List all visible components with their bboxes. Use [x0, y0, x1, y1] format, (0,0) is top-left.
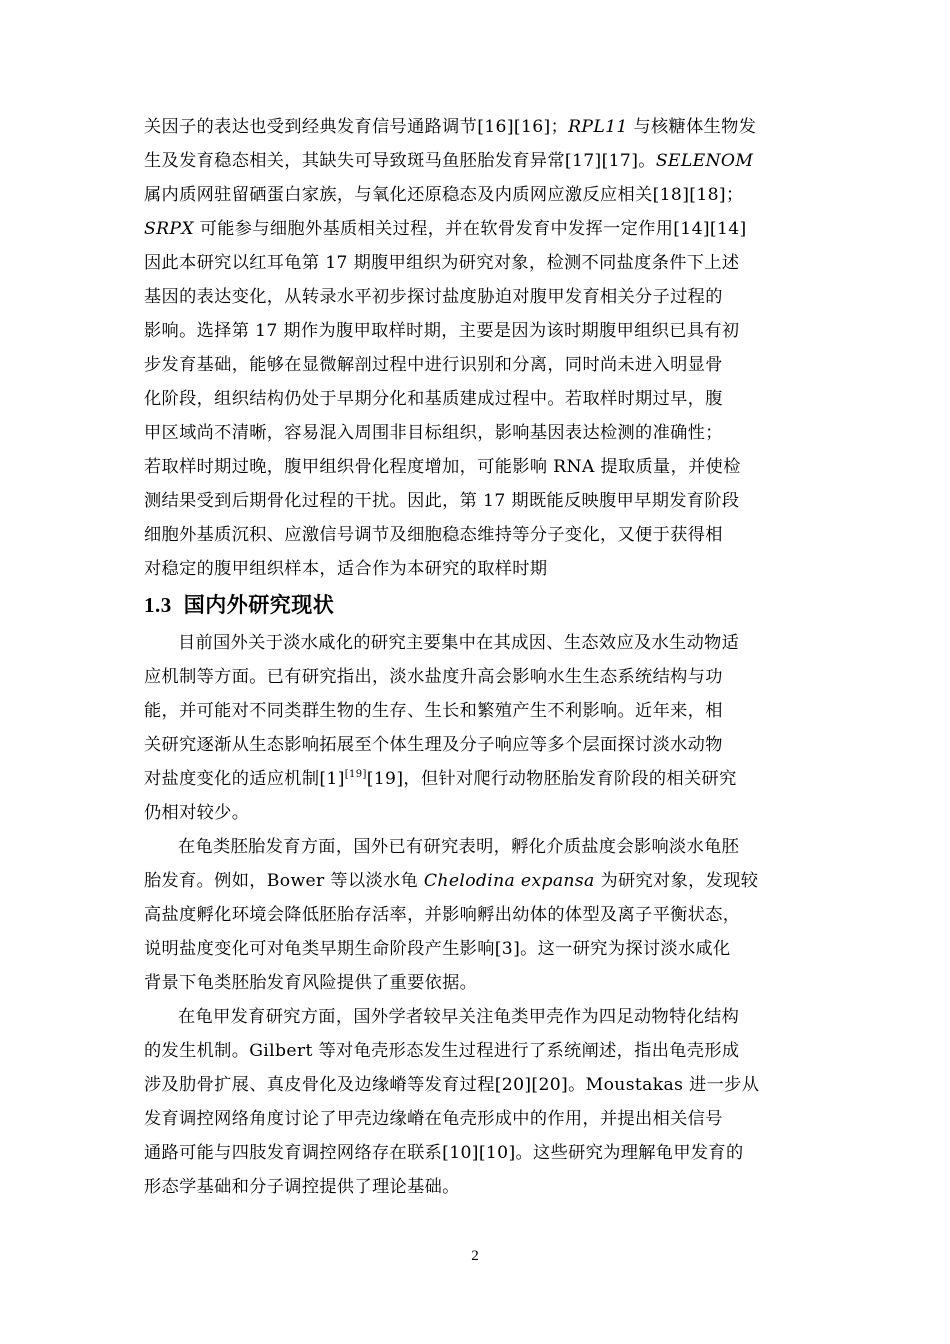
text-line: 若取样时期过晚，腹甲组织骨化程度增加，可能影响 RNA 提取质量，并使检 — [144, 457, 741, 477]
text-line: 化阶段，组织结构仍处于早期分化和基质建成过程中。若取样时期过早，腹 — [144, 389, 723, 409]
text-line: SRPX 可能参与细胞外基质相关过程，并在软骨发育中发挥一定作用[14][14] — [144, 219, 747, 239]
text-line: 涉及肋骨扩展、真皮骨化及边缘嵴等发育过程[20][20]。Moustakas 进一步从 — [144, 1075, 760, 1095]
text-line: 测结果受到后期骨化过程的干扰。因此，第 17 期既能反映腹甲早期发育阶段 — [144, 491, 740, 511]
text-line: 发育调控网络角度讨论了甲壳边缘嵴在龟壳形成中的作用，并提出相关信号 — [144, 1109, 723, 1129]
text-line: 对稳定的腹甲组织样本，适合作为本研究的取样时期 — [144, 559, 548, 579]
text-line: 应机制等方面。已有研究指出，淡水盐度升高会影响水生生态系统结构与功 — [144, 667, 723, 687]
species-name: Chelodina expansa — [423, 871, 595, 891]
text-line: 背景下龟类胚胎发育风险提供了重要依据。 — [144, 973, 478, 993]
text-line: 关研究逐渐从生态影响拓展至个体生理及分子响应等多个层面探讨淡水动物 — [144, 735, 723, 755]
text-line: 能，并可能对不同类群生物的生存、生长和繁殖产生不利影响。近年来，相 — [144, 701, 723, 721]
text-line: 在龟甲发育研究方面，国外学者较早关注龟类甲壳作为四足动物特化结构 — [178, 1007, 740, 1027]
text-line: 形态学基础和分子调控提供了理论基础。 — [144, 1177, 460, 1197]
citation-superscript: [19] — [344, 769, 367, 780]
gene-name: SRPX — [144, 219, 194, 239]
text-line: 步发育基础，能够在显微解剖过程中进行识别和分离，同时尚未进入明显骨 — [144, 355, 723, 375]
section-title: 国内外研究现状 — [183, 592, 335, 617]
text-line: 甲区域尚不清晰，容易混入周围非目标组织，影响基因表达检测的准确性； — [144, 423, 723, 443]
text-line: 胎发育。例如，Bower 等以淡水龟 Chelodina expansa 为研究对象，发现较 — [144, 871, 759, 891]
gene-name: SELENOM — [655, 151, 754, 171]
text-line: 关因子的表达也受到经典发育信号通路调节[16][16]；RPL11 与核糖体生物发 — [144, 117, 757, 137]
text-line: 因此本研究以红耳龟第 17 期腹甲组织为研究对象，检测不同盐度条件下上述 — [144, 253, 740, 273]
text-line: 说明盐度变化可对龟类早期生命阶段产生影响[3]。这一研究为探讨淡水咸化 — [144, 939, 731, 959]
gene-name: RPL11 — [568, 117, 628, 137]
text-line: 基因的表达变化，从转录水平初步探讨盐度胁迫对腹甲发育相关分子过程的 — [144, 287, 723, 307]
text-line: 影响。选择第 17 期作为腹甲取样时期，主要是因为该时期腹甲组织已具有初 — [144, 321, 740, 341]
text-line: 高盐度孵化环境会降低胚胎存活率，并影响孵出幼体的体型及离子平衡状态， — [144, 905, 741, 925]
section-heading — [144, 589, 334, 619]
text-line: 对盐度变化的适应机制[1][19][19]，但针对爬行动物胚胎发育阶段的相关研究 — [144, 769, 737, 789]
text-line: 目前国外关于淡水咸化的研究主要集中在其成因、生态效应及水生动物适 — [178, 633, 740, 653]
text-line: 通路可能与四肢发育调控网络存在联系[10][10]。这些研究为理解龟甲发育的 — [144, 1143, 744, 1163]
text-line: 细胞外基质沉积、应激信号调节及细胞稳态维持等分子变化，又便于获得相 — [144, 525, 723, 545]
text-line: 仍相对较少。 — [144, 803, 250, 823]
text-line: 生及发育稳态相关，其缺失可导致斑马鱼胚胎发育异常[17][17]。SELENOM — [144, 151, 754, 171]
page-number: 2 — [471, 1248, 479, 1264]
text-line: 属内质网驻留硒蛋白家族，与氧化还原稳态及内质网应激反应相关[18][18]； — [144, 185, 744, 205]
text-line: 的发生机制。Gilbert 等对龟壳形态发生过程进行了系统阐述，指出龟壳形成 — [144, 1041, 740, 1061]
text-line: 在龟类胚胎发育方面，国外已有研究表明，孵化介质盐度会影响淡水龟胚 — [178, 837, 740, 857]
section-number: 1.3 — [144, 593, 172, 617]
